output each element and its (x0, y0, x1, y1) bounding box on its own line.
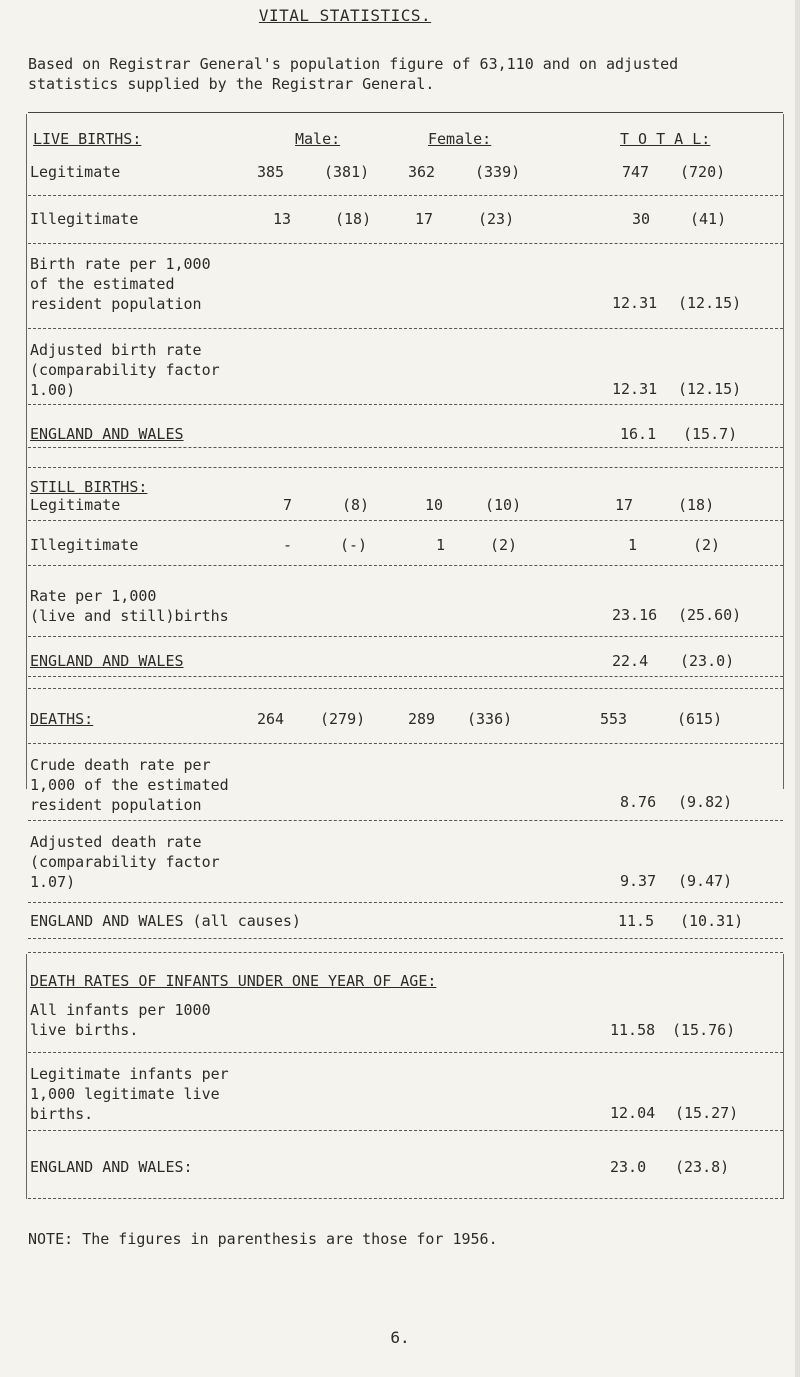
page-number: 6. (390, 1328, 410, 1347)
table-bottom-rule (28, 1198, 783, 1199)
female-prev-value: (23) (478, 210, 515, 228)
row-label: Illegitimate (30, 536, 139, 554)
total-value: 16.1 (620, 425, 657, 443)
female-value: 362 (408, 163, 436, 181)
total-prev-value: (9.82) (678, 793, 733, 811)
total-value: 12.31 (612, 380, 658, 398)
male-value: 385 (257, 163, 285, 181)
total-prev-value: (15.7) (683, 425, 738, 443)
row-label: Legitimate (30, 163, 121, 181)
row-divider (28, 520, 783, 521)
still-births-heading: STILL BIRTHS: (30, 478, 148, 496)
table-top-rule (28, 112, 783, 113)
row-label: Legitimate (30, 496, 121, 514)
total-prev-value: (41) (690, 210, 727, 228)
row-label: Crude death rate per 1,000 of the estimated resident population (30, 756, 229, 814)
row-label: Birth rate per 1,000 of the estimated resident population (30, 255, 211, 313)
total-value: 8.76 (620, 793, 657, 811)
row-divider (28, 636, 783, 637)
row-divider (28, 1130, 783, 1131)
total-prev-value: (615) (677, 710, 723, 728)
row-divider (28, 447, 783, 448)
total-prev-value: (9.47) (678, 872, 733, 890)
total-value: 12.04 (610, 1104, 656, 1122)
row-divider (28, 1052, 783, 1053)
row-divider (28, 565, 783, 566)
total-header: T O T A L: (620, 130, 711, 148)
row-label: All infants per 1000 live births. (30, 1001, 211, 1039)
total-prev-value: (15.27) (675, 1104, 739, 1122)
female-prev-value: (2) (490, 536, 518, 554)
row-label: Adjusted death rate (comparability factor 1.07) (30, 833, 220, 891)
male-prev-value: (279) (320, 710, 366, 728)
row-divider (28, 195, 783, 196)
male-prev-value: (381) (324, 163, 370, 181)
row-divider (28, 902, 783, 903)
total-value: 17 (615, 496, 634, 514)
table-right-border (783, 114, 784, 789)
row-divider (28, 328, 783, 329)
female-prev-value: (339) (475, 163, 521, 181)
male-value: 13 (273, 210, 292, 228)
total-prev-value: (23.8) (675, 1158, 730, 1176)
total-prev-value: (23.0) (680, 652, 735, 670)
male-value: - (283, 536, 293, 554)
total-value: 22.4 (612, 652, 649, 670)
row-divider (28, 938, 783, 939)
infants-heading: DEATH RATES OF INFANTS UNDER ONE YEAR OF AGE: (30, 972, 437, 990)
total-value: 553 (600, 710, 628, 728)
total-prev-value: (25.60) (678, 606, 742, 624)
male-header: Male: (295, 130, 341, 148)
row-divider (28, 467, 783, 468)
female-value: 17 (415, 210, 434, 228)
page-title: VITAL STATISTICS. (258, 6, 432, 25)
row-label: DEATHS: (30, 710, 94, 728)
total-value: 11.58 (610, 1021, 656, 1039)
row-label: Adjusted birth rate (comparability factor 1.00) (30, 341, 220, 399)
total-value: 23.0 (610, 1158, 647, 1176)
row-label: Legitimate infants per 1,000 legitimate live births. (30, 1065, 229, 1123)
row-divider (28, 688, 783, 689)
female-value: 289 (408, 710, 436, 728)
total-value: 23.16 (612, 606, 658, 624)
male-value: 7 (283, 496, 293, 514)
total-prev-value: (720) (680, 163, 726, 181)
total-value: 30 (632, 210, 651, 228)
row-divider (28, 820, 783, 821)
row-label: ENGLAND AND WALES: (30, 1158, 193, 1176)
male-prev-value: (18) (335, 210, 372, 228)
row-divider (28, 743, 783, 744)
female-value: 1 (436, 536, 446, 554)
total-prev-value: (18) (678, 496, 715, 514)
total-value: 11.5 (618, 912, 655, 930)
total-prev-value: (2) (693, 536, 721, 554)
female-prev-value: (10) (485, 496, 522, 514)
total-prev-value: (12.15) (678, 380, 742, 398)
row-label: Rate per 1,000 (live and still)births (30, 587, 229, 625)
row-divider (28, 404, 783, 405)
total-value: 12.31 (612, 294, 658, 312)
female-header: Female: (428, 130, 492, 148)
table-left-border (26, 114, 27, 789)
row-divider (28, 952, 783, 953)
total-prev-value: (10.31) (680, 912, 744, 930)
male-prev-value: (8) (342, 496, 370, 514)
female-prev-value: (336) (467, 710, 513, 728)
male-value: 264 (257, 710, 285, 728)
female-value: 10 (425, 496, 444, 514)
row-label: Illegitimate (30, 210, 139, 228)
row-divider (28, 243, 783, 244)
total-value: 9.37 (620, 872, 657, 890)
table-left-border (26, 954, 27, 1199)
table-right-border (783, 954, 784, 1199)
intro-paragraph: Based on Registrar General's population figure of 63,110 and on adjusted statistics supplied by the Registrar General. (28, 55, 679, 93)
footnote: NOTE: The figures in parenthesis are those for 1956. (28, 1230, 498, 1248)
total-value: 1 (628, 536, 638, 554)
page-edge (795, 0, 800, 1377)
row-label: ENGLAND AND WALES (all causes) (30, 912, 301, 930)
live-births-header: LIVE BIRTHS: (33, 130, 142, 148)
row-label: ENGLAND AND WALES (30, 425, 184, 443)
row-divider (28, 676, 783, 677)
total-value: 747 (622, 163, 650, 181)
male-prev-value: (-) (340, 536, 368, 554)
total-prev-value: (15.76) (672, 1021, 736, 1039)
total-prev-value: (12.15) (678, 294, 742, 312)
row-label: ENGLAND AND WALES (30, 652, 184, 670)
